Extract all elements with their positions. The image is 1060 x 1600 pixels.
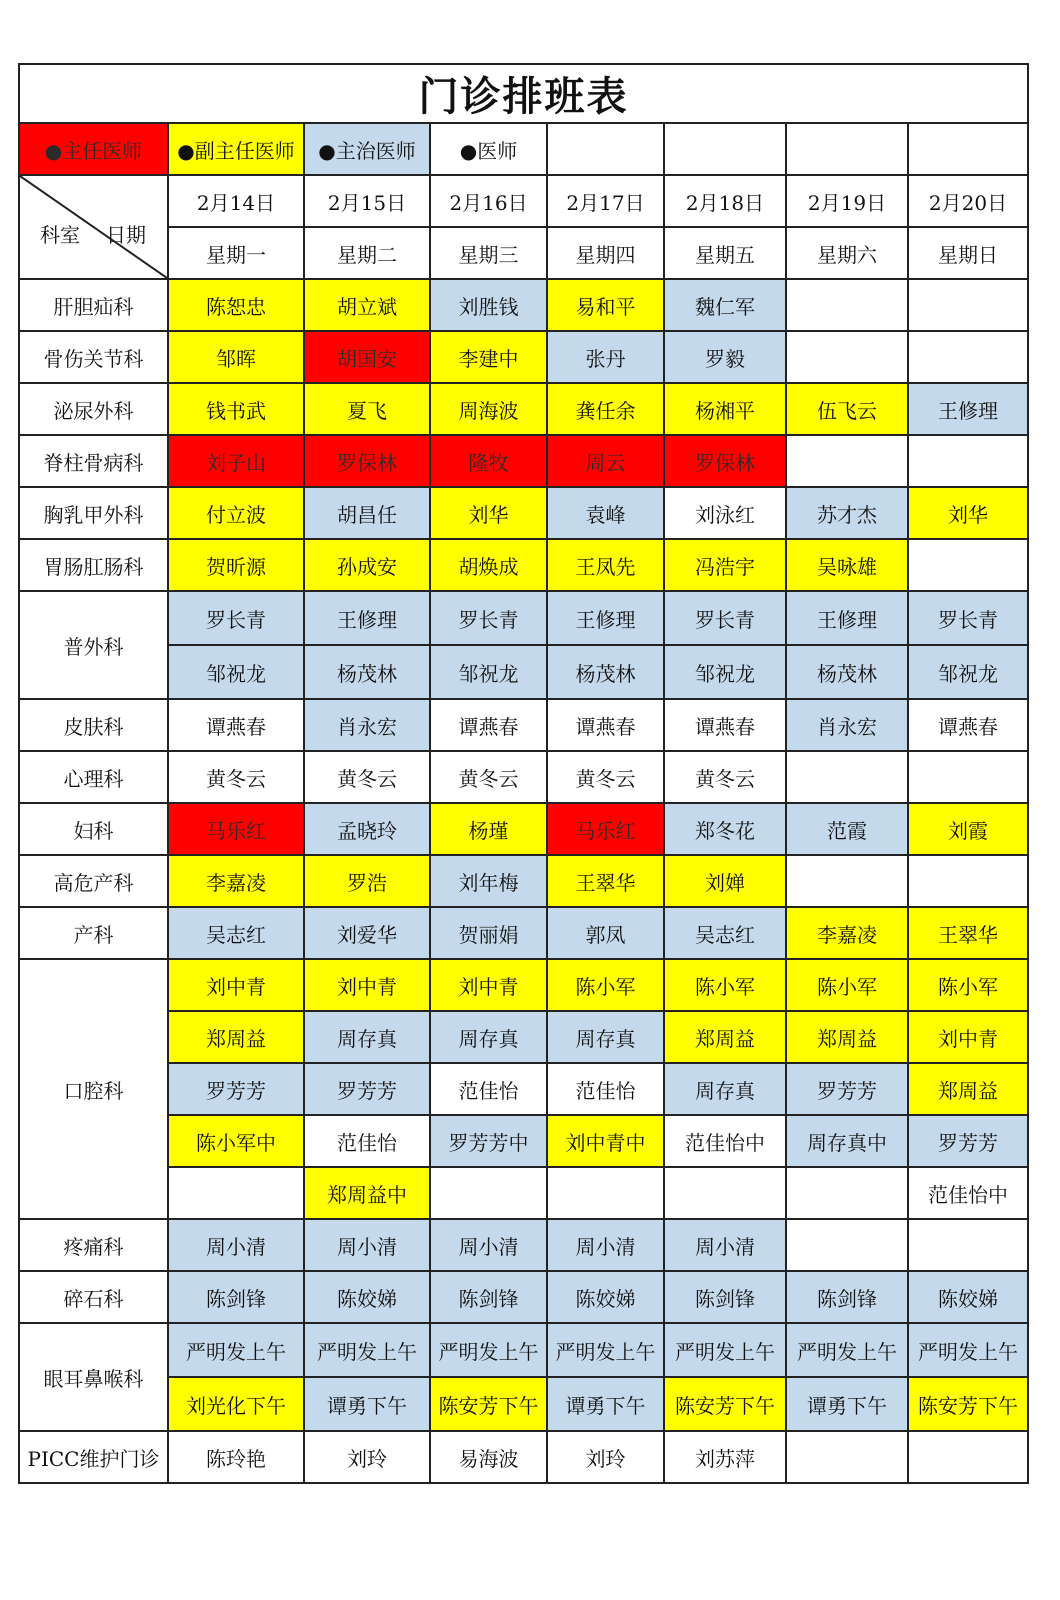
schedule-cell: 谭勇下午 — [547, 1377, 664, 1431]
schedule-cell: 贺丽娟 — [430, 907, 547, 959]
schedule-cell: 陈剑锋 — [168, 1271, 304, 1323]
schedule-cell: 杨瑾 — [430, 803, 547, 855]
schedule-cell: 罗芳芳 — [908, 1115, 1028, 1167]
date-row — [19, 175, 1028, 227]
weekday-header: 星期二 — [304, 227, 430, 279]
weekday-header: 星期四 — [547, 227, 664, 279]
schedule-cell: 陈安芳下午 — [664, 1377, 786, 1431]
schedule-cell: 吴志红 — [664, 907, 786, 959]
schedule-cell: 付立波 — [168, 487, 304, 539]
department-name: 普外科 — [19, 591, 168, 699]
schedule-cell: 罗芳芳中 — [430, 1115, 547, 1167]
schedule-cell: 陈小军中 — [168, 1115, 304, 1167]
schedule-cell: 杨茂林 — [547, 645, 664, 699]
schedule-cell: 邹祝龙 — [168, 645, 304, 699]
schedule-cell: 黄冬云 — [430, 751, 547, 803]
department-name: 碎石科 — [19, 1271, 168, 1323]
schedule-cell — [908, 435, 1028, 487]
department-name: 高危产科 — [19, 855, 168, 907]
date-header: 2月17日 — [547, 175, 664, 227]
schedule-cell: 刘霞 — [908, 803, 1028, 855]
department-name: 妇科 — [19, 803, 168, 855]
schedule-cell: 严明发上午 — [664, 1323, 786, 1377]
schedule-cell: 胡立斌 — [304, 279, 430, 331]
schedule-cell: 陈恕忠 — [168, 279, 304, 331]
schedule-cell: 严明发上午 — [168, 1323, 304, 1377]
table-row — [19, 331, 1028, 383]
schedule-cell: 黄冬云 — [304, 751, 430, 803]
schedule-cell: 郑周益 — [908, 1063, 1028, 1115]
page-title: 门诊排班表 — [19, 64, 1028, 123]
schedule-cell — [168, 1167, 304, 1219]
schedule-cell: 刘华 — [908, 487, 1028, 539]
legend-physician: ●医师 — [430, 123, 547, 175]
table-row — [19, 699, 1028, 751]
department-name: 心理科 — [19, 751, 168, 803]
table-row — [19, 803, 1028, 855]
schedule-cell: 周存真 — [664, 1063, 786, 1115]
schedule-cell: 邹祝龙 — [908, 645, 1028, 699]
table-row — [19, 383, 1028, 435]
weekday-header: 星期日 — [908, 227, 1028, 279]
schedule-cell: 刘中青 — [304, 959, 430, 1011]
schedule-cell: 王修理 — [547, 591, 664, 645]
department-name: 产科 — [19, 907, 168, 959]
weekday-header: 星期一 — [168, 227, 304, 279]
corner-header — [19, 175, 168, 279]
schedule-cell: 罗长青 — [430, 591, 547, 645]
schedule-cell: 胡昌任 — [304, 487, 430, 539]
table-row — [19, 1431, 1028, 1483]
date-header: 2月20日 — [908, 175, 1028, 227]
schedule-cell: 陈姣娣 — [547, 1271, 664, 1323]
schedule-cell — [664, 1167, 786, 1219]
schedule-cell: 谭燕春 — [908, 699, 1028, 751]
department-name: 脊柱骨病科 — [19, 435, 168, 487]
schedule-cell: 刘子山 — [168, 435, 304, 487]
schedule-cell: 刘中青中 — [547, 1115, 664, 1167]
department-name: 皮肤科 — [19, 699, 168, 751]
schedule-cell: 肖永宏 — [304, 699, 430, 751]
date-header: 2月15日 — [304, 175, 430, 227]
table-row — [19, 487, 1028, 539]
schedule-cell: 孙成安 — [304, 539, 430, 591]
schedule-cell: 王修理 — [908, 383, 1028, 435]
department-name: 肝胆疝科 — [19, 279, 168, 331]
table-row — [19, 1377, 1028, 1431]
table-row — [19, 1011, 1028, 1063]
table-row — [19, 279, 1028, 331]
schedule-cell: 邹晖 — [168, 331, 304, 383]
schedule-cell: 刘中青 — [168, 959, 304, 1011]
table-row — [19, 1167, 1028, 1219]
schedule-cell: 伍飞云 — [786, 383, 908, 435]
schedule-cell: 陈安芳下午 — [908, 1377, 1028, 1431]
schedule-cell: 邹祝龙 — [430, 645, 547, 699]
schedule-cell: 周存真 — [304, 1011, 430, 1063]
schedule-cell — [786, 279, 908, 331]
schedule-cell: 陈小军 — [547, 959, 664, 1011]
schedule-cell: 郑周益 — [168, 1011, 304, 1063]
schedule-cell: 王修理 — [304, 591, 430, 645]
schedule-cell: 罗长青 — [664, 591, 786, 645]
schedule-cell: 钱书武 — [168, 383, 304, 435]
schedule-cell: 李嘉凌 — [786, 907, 908, 959]
schedule-cell: 严明发上午 — [547, 1323, 664, 1377]
table-row — [19, 1219, 1028, 1271]
schedule-cell: 冯浩宇 — [664, 539, 786, 591]
schedule-cell — [908, 751, 1028, 803]
schedule-cell — [786, 855, 908, 907]
schedule-cell: 胡焕成 — [430, 539, 547, 591]
schedule-cell: 陈剑锋 — [664, 1271, 786, 1323]
table-row — [19, 645, 1028, 699]
schedule-cell: 贺昕源 — [168, 539, 304, 591]
schedule-cell — [786, 751, 908, 803]
corner-date-label: 日期 — [106, 223, 146, 247]
schedule-cell — [786, 1219, 908, 1271]
schedule-cell: 杨茂林 — [786, 645, 908, 699]
schedule-cell: 周小清 — [664, 1219, 786, 1271]
schedule-cell: 夏飞 — [304, 383, 430, 435]
schedule-cell: 周小清 — [304, 1219, 430, 1271]
schedule-cell: 陈小军 — [908, 959, 1028, 1011]
schedule-cell: 郑周益 — [786, 1011, 908, 1063]
schedule-cell: 周海波 — [430, 383, 547, 435]
schedule-cell: 刘年梅 — [430, 855, 547, 907]
schedule-cell: 严明发上午 — [908, 1323, 1028, 1377]
schedule-cell: 周存真中 — [786, 1115, 908, 1167]
empty-cell — [664, 123, 786, 175]
schedule-cell — [786, 1431, 908, 1483]
schedule-cell: 周云 — [547, 435, 664, 487]
schedule-cell: 范霞 — [786, 803, 908, 855]
department-name: 骨伤关节科 — [19, 331, 168, 383]
schedule-cell: 谭燕春 — [664, 699, 786, 751]
weekday-header: 星期三 — [430, 227, 547, 279]
schedule-cell: 范佳怡 — [304, 1115, 430, 1167]
schedule-cell: 刘中青 — [908, 1011, 1028, 1063]
schedule-cell: 陈剑锋 — [786, 1271, 908, 1323]
schedule-cell — [908, 331, 1028, 383]
schedule-cell: 隆牧 — [430, 435, 547, 487]
table-row — [19, 1063, 1028, 1115]
schedule-cell: 罗芳芳 — [304, 1063, 430, 1115]
date-header: 2月18日 — [664, 175, 786, 227]
schedule-cell: 刘光化下午 — [168, 1377, 304, 1431]
table-row — [19, 855, 1028, 907]
schedule-cell: 罗芳芳 — [168, 1063, 304, 1115]
department-name: 口腔科 — [19, 959, 168, 1219]
schedule-cell: 谭勇下午 — [786, 1377, 908, 1431]
schedule-cell: 周小清 — [168, 1219, 304, 1271]
schedule-cell: 吴咏雄 — [786, 539, 908, 591]
schedule-cell: 易和平 — [547, 279, 664, 331]
date-header: 2月14日 — [168, 175, 304, 227]
schedule-cell: 刘华 — [430, 487, 547, 539]
schedule-cell: 周小清 — [430, 1219, 547, 1271]
schedule-cell — [786, 331, 908, 383]
schedule-cell: 龚任余 — [547, 383, 664, 435]
schedule-cell: 陈玲艳 — [168, 1431, 304, 1483]
department-name: 胃肠肛肠科 — [19, 539, 168, 591]
schedule-cell — [430, 1167, 547, 1219]
schedule-cell: 李嘉凌 — [168, 855, 304, 907]
department-name: PICC维护门诊 — [19, 1431, 168, 1483]
schedule-cell: 马乐红 — [168, 803, 304, 855]
schedule-cell: 周小清 — [547, 1219, 664, 1271]
table-row — [19, 1115, 1028, 1167]
table-row — [19, 751, 1028, 803]
table-row — [19, 959, 1028, 1011]
schedule-cell: 刘婵 — [664, 855, 786, 907]
schedule-cell: 郑周益中 — [304, 1167, 430, 1219]
table-row — [19, 907, 1028, 959]
schedule-cell: 罗保林 — [664, 435, 786, 487]
schedule-cell: 严明发上午 — [430, 1323, 547, 1377]
schedule-cell: 杨茂林 — [304, 645, 430, 699]
schedule-cell — [786, 435, 908, 487]
schedule-cell: 刘爱华 — [304, 907, 430, 959]
weekday-header: 星期六 — [786, 227, 908, 279]
schedule-cell: 陈姣娣 — [304, 1271, 430, 1323]
legend-chief-physician: ●主任医师 — [19, 123, 168, 175]
table-row — [19, 435, 1028, 487]
schedule-cell: 胡国安 — [304, 331, 430, 383]
schedule-cell: 陈小军 — [786, 959, 908, 1011]
schedule-cell: 王修理 — [786, 591, 908, 645]
schedule-cell: 周存真 — [430, 1011, 547, 1063]
date-header: 2月16日 — [430, 175, 547, 227]
legend-attending-physician: ●主治医师 — [304, 123, 430, 175]
schedule-cell: 刘中青 — [430, 959, 547, 1011]
schedule-cell: 范佳怡 — [430, 1063, 547, 1115]
schedule-cell: 魏仁军 — [664, 279, 786, 331]
department-name: 泌尿外科 — [19, 383, 168, 435]
schedule-cell: 范佳怡中 — [664, 1115, 786, 1167]
schedule-cell: 孟晓玲 — [304, 803, 430, 855]
schedule-cell: 谭燕春 — [547, 699, 664, 751]
schedule-cell: 罗长青 — [168, 591, 304, 645]
schedule-cell — [908, 855, 1028, 907]
table-row — [19, 1271, 1028, 1323]
schedule-cell: 罗长青 — [908, 591, 1028, 645]
schedule-cell: 罗保林 — [304, 435, 430, 487]
schedule-cell: 刘玲 — [304, 1431, 430, 1483]
schedule-cell: 谭燕春 — [168, 699, 304, 751]
schedule-cell — [908, 1431, 1028, 1483]
schedule-cell: 陈安芳下午 — [430, 1377, 547, 1431]
schedule-cell: 马乐红 — [547, 803, 664, 855]
department-name: 眼耳鼻喉科 — [19, 1323, 168, 1431]
schedule-cell — [908, 539, 1028, 591]
schedule-cell: 罗毅 — [664, 331, 786, 383]
schedule-cell: 张丹 — [547, 331, 664, 383]
schedule-cell — [786, 1167, 908, 1219]
schedule-cell: 范佳怡 — [547, 1063, 664, 1115]
schedule-cell: 陈姣娣 — [908, 1271, 1028, 1323]
schedule-cell: 郑冬花 — [664, 803, 786, 855]
legend-row — [19, 123, 1028, 175]
table-row — [19, 591, 1028, 645]
schedule-cell: 黄冬云 — [547, 751, 664, 803]
schedule-cell: 严明发上午 — [304, 1323, 430, 1377]
empty-cell — [908, 123, 1028, 175]
schedule-cell: 刘泳红 — [664, 487, 786, 539]
schedule-cell: 罗浩 — [304, 855, 430, 907]
schedule-cell: 杨湘平 — [664, 383, 786, 435]
schedule-cell: 陈小军 — [664, 959, 786, 1011]
empty-cell — [547, 123, 664, 175]
schedule-cell: 黄冬云 — [664, 751, 786, 803]
schedule-cell — [908, 279, 1028, 331]
schedule-table — [18, 63, 1029, 1484]
schedule-cell: 郑周益 — [664, 1011, 786, 1063]
schedule-cell: 易海波 — [430, 1431, 547, 1483]
schedule-cell: 袁峰 — [547, 487, 664, 539]
table-row — [19, 1323, 1028, 1377]
schedule-cell: 周存真 — [547, 1011, 664, 1063]
table-row — [19, 539, 1028, 591]
weekday-header: 星期五 — [664, 227, 786, 279]
schedule-cell: 刘苏萍 — [664, 1431, 786, 1483]
schedule-cell: 郭凤 — [547, 907, 664, 959]
schedule-cell — [908, 1219, 1028, 1271]
schedule-cell: 王翠华 — [547, 855, 664, 907]
schedule-cell: 谭勇下午 — [304, 1377, 430, 1431]
schedule-cell: 肖永宏 — [786, 699, 908, 751]
weekday-row — [19, 227, 1028, 279]
schedule-cell: 范佳怡中 — [908, 1167, 1028, 1219]
legend-associate-chief-physician: ●副主任医师 — [168, 123, 304, 175]
schedule-cell: 李建中 — [430, 331, 547, 383]
date-header: 2月19日 — [786, 175, 908, 227]
department-name: 疼痛科 — [19, 1219, 168, 1271]
schedule-cell: 严明发上午 — [786, 1323, 908, 1377]
schedule-cell: 刘玲 — [547, 1431, 664, 1483]
schedule-cell: 黄冬云 — [168, 751, 304, 803]
schedule-cell: 王翠华 — [908, 907, 1028, 959]
schedule-cell: 王凤先 — [547, 539, 664, 591]
schedule-cell — [547, 1167, 664, 1219]
corner-dept-label: 科室 — [40, 223, 80, 247]
schedule-cell: 苏才杰 — [786, 487, 908, 539]
schedule-cell: 吴志红 — [168, 907, 304, 959]
schedule-cell: 刘胜钱 — [430, 279, 547, 331]
schedule-cell: 邹祝龙 — [664, 645, 786, 699]
department-name: 胸乳甲外科 — [19, 487, 168, 539]
empty-cell — [786, 123, 908, 175]
schedule-cell: 谭燕春 — [430, 699, 547, 751]
schedule-cell: 陈剑锋 — [430, 1271, 547, 1323]
schedule-cell: 罗芳芳 — [786, 1063, 908, 1115]
